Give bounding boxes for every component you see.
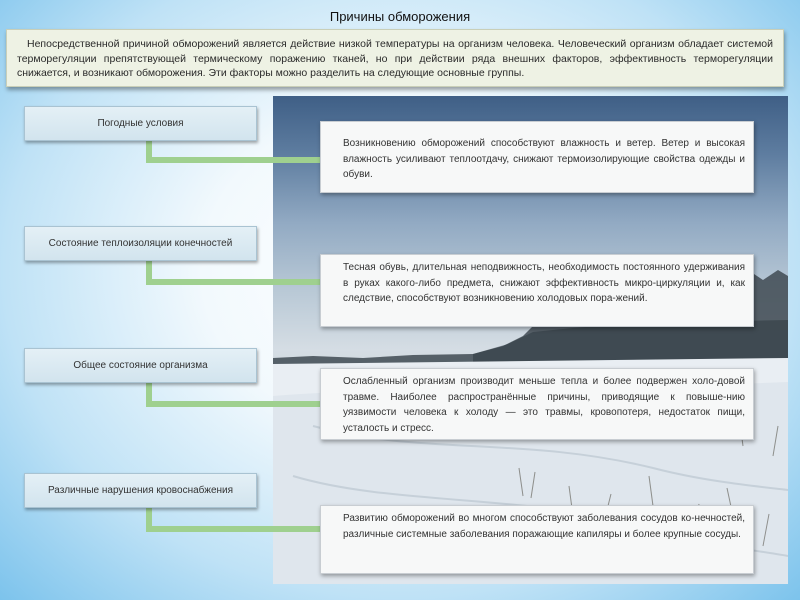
factor-description-weather: Возникновению обморожений способствуют влажность и ветер. Ветер и высокая влажность усиливают теплоотдачу, снижают термоизолирующие свойства одежды и обуви. xyxy=(320,121,754,193)
factor-label-general-state: Общее состояние организма xyxy=(24,348,257,383)
factor-label-insulation: Состояние теплоизоляции конечностей xyxy=(24,226,257,261)
factor-description-circulation: Развитию обморожений во многом способствуют заболевания сосудов ко-нечностей, различные системные заболевания поражающие капиляры и более крупные сосуды. xyxy=(320,505,754,574)
slide-title: Причины обморожения xyxy=(329,9,471,24)
factor-label-circulation: Различные нарушения кровоснабжения xyxy=(24,473,257,508)
factor-description-insulation: Тесная обувь, длительная неподвижность, необходимость постоянного удерживания в руках какого-либо предмета, снижают эффективность микро-циркуляции и, как следствие, способствуют возникновению холодовых пора-жений. xyxy=(320,254,754,327)
intro-text: Непосредственной причиной обморожений является действие низкой температуры на организм человека. Человеческий организм обладает системой терморегуляции препятствующей термическому поражению тканей, но при действии ряда внешних факторов, эффективность терморегуляции снижается, и возникают обморожения. Эти факторы можно разделить на следующие основные группы. xyxy=(6,29,784,87)
connector-line xyxy=(146,526,322,532)
connector-line xyxy=(146,279,322,285)
factor-label-weather: Погодные условия xyxy=(24,106,257,141)
factor-description-general-state: Ослабленный организм производит меньше тепла и более подвержен холо-довой травме. Наиболее распространённые причины, приводящие к повыше-нию уязвимости человека к холоду — это травмы, кровопотеря, недостаток пищи, усталость и стресс. xyxy=(320,368,754,440)
connector-line xyxy=(146,401,322,407)
connector-line xyxy=(146,157,322,163)
